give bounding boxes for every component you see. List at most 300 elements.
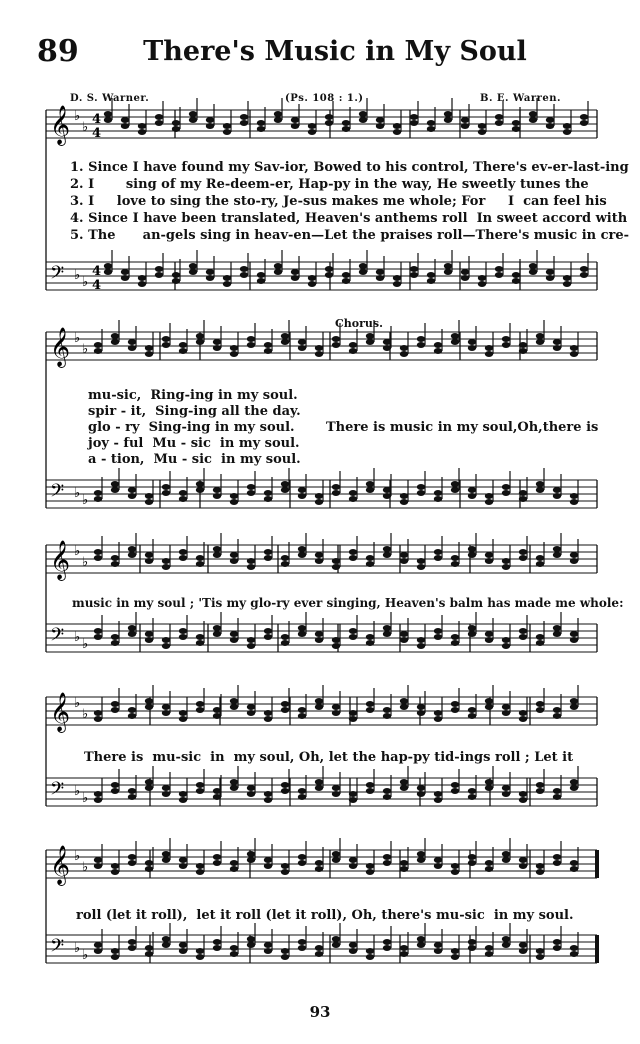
note-head	[434, 948, 442, 954]
note-head	[179, 634, 187, 640]
note-head	[264, 791, 272, 797]
note-head	[417, 710, 425, 716]
note-head	[570, 351, 578, 357]
note-head	[383, 788, 391, 794]
note-head	[570, 558, 578, 564]
note-head	[417, 336, 425, 342]
note-head	[451, 555, 459, 561]
note-head	[417, 490, 425, 496]
note-head	[281, 788, 289, 794]
note-head	[366, 634, 374, 640]
note-head	[366, 640, 374, 646]
note-head	[247, 637, 255, 643]
note-head	[298, 854, 306, 860]
note-head	[230, 951, 238, 957]
hymn-number: 89	[37, 34, 79, 69]
note-head	[247, 484, 255, 490]
note-head	[162, 785, 170, 791]
note-head	[155, 120, 163, 126]
note-head	[536, 782, 544, 788]
note-head	[519, 555, 527, 561]
note-head	[189, 111, 197, 117]
note-head	[315, 345, 323, 351]
note-head	[94, 710, 102, 716]
note-head	[536, 487, 544, 493]
note-head	[111, 788, 119, 794]
chorus-lyric-start: There is music in my soul,Oh,there is	[326, 420, 599, 435]
note-head	[247, 342, 255, 348]
note-head	[580, 120, 588, 126]
note-head	[264, 942, 272, 948]
note-head	[383, 707, 391, 713]
note-head	[502, 342, 510, 348]
note-head	[434, 863, 442, 869]
note-head	[536, 561, 544, 567]
note-head	[162, 791, 170, 797]
note-head	[434, 555, 442, 561]
note-head	[264, 348, 272, 354]
note-head	[383, 546, 391, 552]
note-head	[400, 951, 408, 957]
note-head	[332, 785, 340, 791]
note-head	[111, 701, 119, 707]
note-head	[485, 951, 493, 957]
flat-sign: ♭	[82, 948, 89, 963]
note-head	[213, 713, 221, 719]
note-head	[451, 339, 459, 345]
note-head	[417, 791, 425, 797]
note-head	[264, 863, 272, 869]
note-head	[519, 496, 527, 502]
note-head	[155, 114, 163, 120]
note-head	[298, 707, 306, 713]
note-head	[417, 785, 425, 791]
note-head	[162, 564, 170, 570]
note-head	[257, 272, 265, 278]
note-head	[485, 558, 493, 564]
note-head	[128, 713, 136, 719]
note-head	[519, 791, 527, 797]
note-head	[121, 275, 129, 281]
note-head	[519, 628, 527, 634]
note-head	[502, 851, 510, 857]
note-head	[417, 704, 425, 710]
note-head	[128, 794, 136, 800]
note-head	[468, 339, 476, 345]
note-head	[189, 263, 197, 269]
note-head	[281, 863, 289, 869]
flat-sign: ♭	[74, 486, 81, 501]
note-head	[128, 487, 136, 493]
note-head	[230, 698, 238, 704]
note-head	[376, 117, 384, 123]
note-head	[230, 866, 238, 872]
note-head	[94, 342, 102, 348]
note-head	[196, 948, 204, 954]
note-head	[434, 857, 442, 863]
note-head	[563, 123, 571, 129]
note-head	[349, 942, 357, 948]
note-head	[393, 123, 401, 129]
note-head	[128, 546, 136, 552]
note-head	[570, 499, 578, 505]
note-head	[213, 631, 221, 637]
note-head	[145, 345, 153, 351]
hymn-title: There's Music in My Soul	[143, 36, 527, 67]
note-head	[468, 345, 476, 351]
note-head	[111, 339, 119, 345]
note-head	[512, 272, 520, 278]
note-head	[536, 701, 544, 707]
note-head	[553, 625, 561, 631]
note-head	[393, 281, 401, 287]
note-head	[247, 704, 255, 710]
note-head	[213, 552, 221, 558]
note-head	[519, 942, 527, 948]
note-head	[529, 111, 537, 117]
note-head	[417, 637, 425, 643]
note-head	[240, 120, 248, 126]
note-head	[315, 785, 323, 791]
note-head	[213, 794, 221, 800]
note-head	[451, 954, 459, 960]
note-head	[349, 549, 357, 555]
note-head	[264, 948, 272, 954]
note-head	[145, 779, 153, 785]
note-head	[257, 278, 265, 284]
note-head	[495, 266, 503, 272]
note-head	[383, 854, 391, 860]
note-head	[247, 490, 255, 496]
note-head	[206, 275, 214, 281]
note-head	[128, 860, 136, 866]
note-head	[451, 788, 459, 794]
bass-clef: 𝄢	[50, 481, 65, 506]
note-head	[172, 278, 180, 284]
note-head	[359, 117, 367, 123]
note-head	[332, 942, 340, 948]
note-head	[196, 863, 204, 869]
note-head	[128, 631, 136, 637]
note-head	[553, 945, 561, 951]
note-head	[213, 939, 221, 945]
note-head	[332, 851, 340, 857]
note-head	[468, 493, 476, 499]
note-head	[468, 860, 476, 866]
note-head	[570, 698, 578, 704]
note-head	[247, 791, 255, 797]
note-head	[162, 637, 170, 643]
note-head	[536, 481, 544, 487]
note-head	[485, 499, 493, 505]
note-head	[580, 266, 588, 272]
note-head	[315, 351, 323, 357]
note-head	[383, 339, 391, 345]
note-head	[94, 797, 102, 803]
note-head	[536, 707, 544, 713]
note-head	[366, 555, 374, 561]
note-head	[111, 640, 119, 646]
time-signature: 4	[92, 278, 102, 293]
note-head	[264, 555, 272, 561]
note-head	[155, 272, 163, 278]
note-head	[196, 869, 204, 875]
note-head	[332, 710, 340, 716]
chorus-lyric-line-2: music in my soul ; 'Tis my glo-ry ever singing, Heaven's balm has made me whole:	[72, 596, 624, 610]
note-head	[451, 869, 459, 875]
note-head	[298, 788, 306, 794]
note-head	[519, 342, 527, 348]
note-head	[468, 546, 476, 552]
note-head	[417, 643, 425, 649]
note-head	[281, 782, 289, 788]
note-head	[155, 266, 163, 272]
note-head	[468, 552, 476, 558]
note-head	[519, 716, 527, 722]
composer-credit: B. E. Warren.	[480, 93, 561, 104]
note-head	[536, 954, 544, 960]
note-head	[230, 785, 238, 791]
bass-clef: 𝄢	[50, 779, 65, 804]
note-head	[451, 782, 459, 788]
note-head	[383, 345, 391, 351]
note-head	[138, 123, 146, 129]
note-head	[461, 123, 469, 129]
note-head	[461, 117, 469, 123]
note-head	[94, 628, 102, 634]
note-head	[519, 634, 527, 640]
note-head	[519, 863, 527, 869]
note-head	[342, 126, 350, 132]
note-head	[247, 857, 255, 863]
note-head	[495, 272, 503, 278]
note-head	[332, 336, 340, 342]
note-head	[468, 788, 476, 794]
note-head	[230, 493, 238, 499]
note-head	[179, 348, 187, 354]
note-head	[94, 490, 102, 496]
note-head	[111, 481, 119, 487]
note-head	[349, 710, 357, 716]
note-head	[104, 111, 112, 117]
note-head	[281, 954, 289, 960]
note-head	[485, 866, 493, 872]
note-head	[349, 791, 357, 797]
note-head	[138, 129, 146, 135]
note-head	[529, 117, 537, 123]
note-head	[264, 496, 272, 502]
note-head	[529, 263, 537, 269]
note-head	[240, 272, 248, 278]
note-head	[145, 558, 153, 564]
note-head	[519, 348, 527, 354]
note-head	[213, 339, 221, 345]
note-head	[427, 272, 435, 278]
note-head	[223, 129, 231, 135]
note-head	[213, 860, 221, 866]
note-head	[315, 698, 323, 704]
note-head	[451, 948, 459, 954]
note-head	[349, 342, 357, 348]
note-head	[359, 111, 367, 117]
time-signature: 4	[92, 126, 102, 141]
note-head	[570, 637, 578, 643]
note-head	[366, 487, 374, 493]
note-head	[281, 487, 289, 493]
note-head	[400, 499, 408, 505]
note-head	[315, 631, 323, 637]
note-head	[162, 710, 170, 716]
note-head	[400, 860, 408, 866]
flat-sign: ♭	[74, 544, 81, 559]
note-head	[247, 785, 255, 791]
note-head	[281, 634, 289, 640]
note-head	[434, 634, 442, 640]
flat-sign: ♭	[74, 331, 81, 346]
note-head	[383, 625, 391, 631]
chorus-lyric-line-4: roll (let it roll), let it roll (let it roll), Oh, there's mu-sic in my soul.	[76, 908, 574, 923]
note-head	[172, 126, 180, 132]
note-head	[230, 631, 238, 637]
note-head	[315, 779, 323, 785]
note-head	[349, 863, 357, 869]
note-head	[213, 345, 221, 351]
flat-sign: ♭	[82, 791, 89, 806]
flat-sign: ♭	[74, 109, 81, 124]
note-head	[485, 704, 493, 710]
note-head	[366, 788, 374, 794]
note-head	[553, 939, 561, 945]
note-head	[213, 487, 221, 493]
note-head	[485, 637, 493, 643]
flat-sign: ♭	[82, 342, 89, 357]
note-head	[546, 269, 554, 275]
note-head	[162, 558, 170, 564]
note-head	[247, 336, 255, 342]
note-head	[366, 481, 374, 487]
note-head	[400, 351, 408, 357]
note-head	[563, 129, 571, 135]
note-head	[94, 942, 102, 948]
treble-clef: 𝄞	[50, 540, 71, 580]
treble-clef: 𝄞	[50, 105, 71, 145]
note-head	[478, 123, 486, 129]
treble-clef: 𝄞	[50, 692, 71, 732]
note-head	[315, 866, 323, 872]
note-head	[196, 782, 204, 788]
note-head	[94, 948, 102, 954]
note-head	[179, 549, 187, 555]
note-head	[281, 701, 289, 707]
note-head	[298, 546, 306, 552]
note-head	[580, 114, 588, 120]
note-head	[94, 555, 102, 561]
flat-sign: ♭	[82, 707, 89, 722]
note-head	[332, 342, 340, 348]
note-head	[553, 854, 561, 860]
verse-1-line: 1. Since I have found my Sav-ior, Bowed to his control, There's ev-er-last-ing	[70, 160, 629, 175]
note-head	[332, 857, 340, 863]
note-head	[400, 345, 408, 351]
note-head	[94, 863, 102, 869]
note-head	[298, 339, 306, 345]
note-head	[298, 794, 306, 800]
note-head	[553, 339, 561, 345]
note-head	[111, 487, 119, 493]
note-head	[264, 710, 272, 716]
flat-sign: ♭	[82, 275, 89, 290]
note-head	[111, 869, 119, 875]
note-head	[128, 788, 136, 794]
note-head	[400, 779, 408, 785]
note-head	[502, 710, 510, 716]
note-head	[519, 797, 527, 803]
note-head	[162, 484, 170, 490]
note-head	[502, 704, 510, 710]
note-head	[196, 954, 204, 960]
note-head	[315, 499, 323, 505]
note-head	[315, 945, 323, 951]
note-head	[400, 631, 408, 637]
note-head	[417, 484, 425, 490]
bass-clef: 𝄢	[50, 625, 65, 650]
note-head	[230, 637, 238, 643]
note-head	[434, 942, 442, 948]
note-head	[230, 860, 238, 866]
note-head	[247, 710, 255, 716]
note-head	[519, 948, 527, 954]
note-head	[247, 558, 255, 564]
note-head	[570, 552, 578, 558]
note-head	[332, 637, 340, 643]
note-head	[512, 120, 520, 126]
note-head	[223, 275, 231, 281]
note-head	[332, 484, 340, 490]
note-head	[298, 939, 306, 945]
note-head	[485, 785, 493, 791]
note-head	[281, 707, 289, 713]
note-head	[570, 860, 578, 866]
note-head	[213, 788, 221, 794]
note-head	[570, 779, 578, 785]
note-head	[400, 698, 408, 704]
note-head	[104, 269, 112, 275]
note-head	[291, 275, 299, 281]
page-number: 93	[309, 1003, 331, 1021]
note-head	[359, 269, 367, 275]
note-head	[128, 345, 136, 351]
note-head	[128, 493, 136, 499]
note-head	[179, 857, 187, 863]
note-head	[417, 342, 425, 348]
note-head	[162, 490, 170, 496]
flat-sign: ♭	[82, 860, 89, 875]
note-head	[461, 269, 469, 275]
note-head	[128, 552, 136, 558]
note-head	[563, 281, 571, 287]
note-head	[468, 487, 476, 493]
note-head	[563, 275, 571, 281]
note-head	[342, 120, 350, 126]
note-head	[315, 552, 323, 558]
note-head	[570, 704, 578, 710]
bass-clef: 𝄢	[50, 936, 65, 961]
note-head	[468, 631, 476, 637]
note-head	[383, 493, 391, 499]
note-head	[349, 716, 357, 722]
note-head	[553, 552, 561, 558]
note-head	[468, 625, 476, 631]
